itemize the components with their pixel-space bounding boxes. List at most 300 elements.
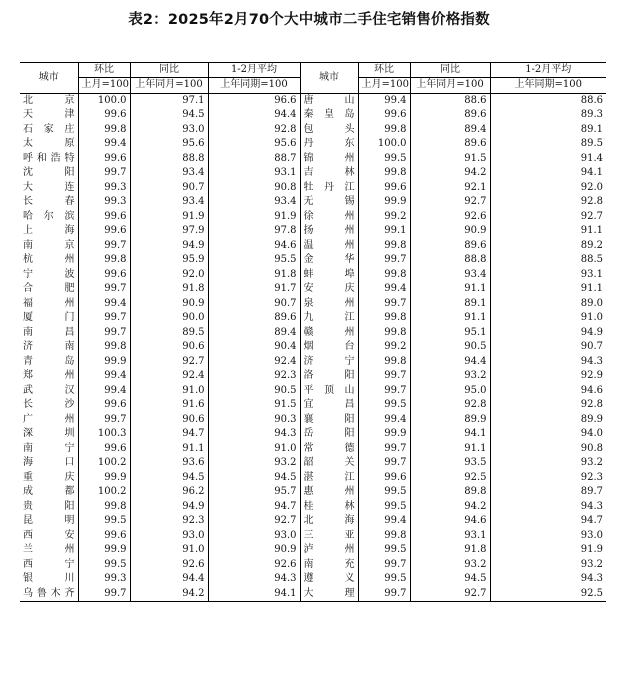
avg-left-cell: 93.4	[208, 195, 300, 210]
city-right-cell: 温 州	[300, 239, 358, 254]
mom-left-cell: 99.8	[78, 253, 130, 268]
mom-right-cell: 99.5	[358, 500, 410, 515]
city-left-cell: 贵 阳	[23, 500, 75, 512]
table-row	[20, 253, 606, 268]
avg-base-right: 上年同期=100	[490, 78, 606, 93]
yoy-right-cell: 94.1	[410, 427, 490, 442]
yoy-left-cell: 93.0	[130, 123, 208, 138]
yoy-right-cell: 93.2	[410, 558, 490, 573]
yoy-right-cell: 93.5	[410, 456, 490, 471]
avg-right-cell: 93.1	[490, 268, 606, 283]
avg-left-cell: 94.4	[208, 108, 300, 123]
city-left-cell: 南 昌	[23, 326, 75, 338]
table-row	[20, 543, 606, 558]
city-left-cell: 大 连	[23, 181, 75, 193]
yoy-right-cell: 89.6	[410, 137, 490, 152]
city-right-cell: 徐 州	[300, 210, 358, 225]
city-left-cell: 太 原	[23, 138, 75, 150]
yoy-left-cell: 92.0	[130, 268, 208, 283]
city-right-cell: 襄 阳	[300, 413, 358, 428]
city-right-cell: 安 庆	[300, 282, 358, 297]
mom-left-cell: 99.8	[78, 340, 130, 355]
city-right-cell: 金 华	[300, 253, 358, 268]
table-row	[20, 311, 606, 326]
city-left-cell: 西 安	[23, 529, 75, 541]
yoy-left-cell: 90.7	[130, 181, 208, 196]
avg-left-cell: 97.8	[208, 224, 300, 239]
mom-left-cell: 99.6	[78, 152, 130, 167]
table-row	[20, 123, 606, 138]
avg-left-cell: 91.5	[208, 398, 300, 413]
table-row	[20, 93, 606, 108]
yoy-left-cell: 91.0	[130, 384, 208, 399]
avg-left-cell: 92.6	[208, 558, 300, 573]
city-right-cell: 平顶山	[300, 384, 358, 399]
avg-right-cell: 92.3	[490, 471, 606, 486]
yoy-right-cell: 91.8	[410, 543, 490, 558]
mom-left-cell: 99.6	[78, 268, 130, 283]
city-right-cell: 岳 阳	[300, 427, 358, 442]
city-left-cell: 成 都	[23, 486, 75, 498]
city-left-cell: 呼和浩特	[23, 152, 75, 164]
yoy-left-cell: 91.1	[130, 442, 208, 457]
mom-right-cell: 99.9	[358, 195, 410, 210]
yoy-right-cell: 89.1	[410, 297, 490, 312]
mom-left-cell: 99.9	[78, 471, 130, 486]
avg-left-cell: 91.7	[208, 282, 300, 297]
avg-right-cell: 94.1	[490, 166, 606, 181]
yoy-right-cell: 90.9	[410, 224, 490, 239]
city-left-cell: 沈 阳	[23, 167, 75, 179]
city-left-cell: 广 州	[23, 413, 75, 425]
city-left-cell: 南 宁	[23, 442, 75, 454]
avg-left-cell: 92.7	[208, 514, 300, 529]
city-right-cell: 九 江	[300, 311, 358, 326]
avg-right-cell: 91.4	[490, 152, 606, 167]
mom-right-cell: 99.4	[358, 413, 410, 428]
yoy-left-cell: 93.0	[130, 529, 208, 544]
mom-left-cell: 99.4	[78, 137, 130, 152]
city-left-cell: 郑 州	[23, 370, 75, 382]
city-left-cell: 乌鲁木齐	[20, 587, 78, 602]
table-row	[20, 442, 606, 457]
city-right-cell: 遵 义	[300, 572, 358, 587]
table-row	[20, 108, 606, 123]
yoy-right-cell: 92.5	[410, 471, 490, 486]
yoy-left-cell: 89.5	[130, 326, 208, 341]
city-left-cell: 南 京	[23, 239, 75, 251]
avg-right-cell: 88.5	[490, 253, 606, 268]
table-row	[20, 137, 606, 152]
avg-right-cell: 92.7	[490, 210, 606, 225]
avg-right-cell: 94.6	[490, 384, 606, 399]
mom-left-cell: 100.2	[78, 456, 130, 471]
avg-right-cell: 90.7	[490, 340, 606, 355]
city-right-cell: 扬 州	[300, 224, 358, 239]
yoy-left-cell: 90.6	[130, 340, 208, 355]
city-right-cell: 吉 林	[300, 166, 358, 181]
yoy-left-cell: 91.8	[130, 282, 208, 297]
mom-left-cell: 99.9	[78, 355, 130, 370]
avg-right-cell: 89.7	[490, 485, 606, 500]
city-right-cell: 惠 州	[300, 485, 358, 500]
yoy-right-cell: 89.8	[410, 485, 490, 500]
yoy-right-cell: 94.5	[410, 572, 490, 587]
mom-left-cell: 99.6	[78, 108, 130, 123]
yoy-left-cell: 94.5	[130, 108, 208, 123]
yoy-left-cell: 95.9	[130, 253, 208, 268]
mom-left-cell: 99.6	[78, 529, 130, 544]
avg-right-cell: 89.1	[490, 123, 606, 138]
yoy-left-cell: 92.4	[130, 369, 208, 384]
avg-right-cell: 91.9	[490, 543, 606, 558]
city-left-cell: 兰 州	[23, 544, 75, 556]
city-left-cell: 青 岛	[23, 355, 75, 367]
avg-left-cell: 94.6	[208, 239, 300, 254]
avg-left-cell: 90.8	[208, 181, 300, 196]
table-row	[20, 282, 606, 297]
avg-base-left: 上年同期=100	[208, 78, 300, 93]
avg-left-cell: 90.3	[208, 413, 300, 428]
mom-right-cell: 99.5	[358, 485, 410, 500]
yoy-right-cell: 95.0	[410, 384, 490, 399]
mom-right-cell: 99.4	[358, 93, 410, 108]
table-row	[20, 326, 606, 341]
table-row	[20, 398, 606, 413]
city-right-cell: 包 头	[300, 123, 358, 138]
mom-right-cell: 99.4	[358, 514, 410, 529]
mom-base-right: 上月=100	[358, 78, 410, 93]
city-right-cell: 三 亚	[300, 529, 358, 544]
mom-right-cell: 99.7	[358, 587, 410, 602]
avg-left-cell: 94.3	[208, 572, 300, 587]
city-left-cell: 天 津	[23, 109, 75, 121]
yoy-left-cell: 90.0	[130, 311, 208, 326]
mom-right-cell: 99.8	[358, 123, 410, 138]
mom-left-cell: 99.5	[78, 514, 130, 529]
mom-right-cell: 99.2	[358, 340, 410, 355]
avg-right-cell: 90.8	[490, 442, 606, 457]
yoy-right-cell: 90.5	[410, 340, 490, 355]
mom-left-cell: 99.7	[78, 239, 130, 254]
city-right-cell: 锦 州	[300, 152, 358, 167]
avg-left-cell: 90.5	[208, 384, 300, 399]
mom-right-cell: 99.9	[358, 427, 410, 442]
yoy-left-cell: 93.6	[130, 456, 208, 471]
yoy-header-left: 同比	[130, 63, 208, 78]
yoy-left-cell: 90.6	[130, 413, 208, 428]
table-row	[20, 166, 606, 181]
mom-right-cell: 99.8	[358, 268, 410, 283]
mom-left-cell: 99.6	[78, 442, 130, 457]
avg-right-cell: 92.5	[490, 587, 606, 602]
city-left-cell: 昆 明	[23, 515, 75, 527]
mom-left-cell: 99.8	[78, 500, 130, 515]
avg-left-cell: 92.4	[208, 355, 300, 370]
yoy-base-right: 上年同月=100	[410, 78, 490, 93]
city-right-cell: 赣 州	[300, 326, 358, 341]
city-right-cell: 南 充	[300, 558, 358, 573]
avg-left-cell: 91.0	[208, 442, 300, 457]
table-row	[20, 369, 606, 384]
yoy-left-cell: 95.6	[130, 137, 208, 152]
mom-left-cell: 100.3	[78, 427, 130, 442]
mom-left-cell: 99.8	[78, 123, 130, 138]
yoy-right-cell: 91.1	[410, 311, 490, 326]
mom-header-left: 环比	[78, 63, 130, 78]
city-left-cell: 杭 州	[23, 254, 75, 266]
avg-right-cell: 93.0	[490, 529, 606, 544]
avg-left-cell: 90.4	[208, 340, 300, 355]
avg-right-cell: 89.5	[490, 137, 606, 152]
city-right-cell: 北 海	[300, 514, 358, 529]
avg-header-left: 1-2月平均	[208, 63, 300, 78]
yoy-right-cell: 89.9	[410, 413, 490, 428]
yoy-right-cell: 94.2	[410, 500, 490, 515]
mom-right-cell: 99.7	[358, 384, 410, 399]
avg-right-cell: 94.9	[490, 326, 606, 341]
avg-right-cell: 92.8	[490, 195, 606, 210]
avg-left-cell: 94.5	[208, 471, 300, 486]
table-row	[20, 514, 606, 529]
yoy-left-cell: 92.7	[130, 355, 208, 370]
avg-right-cell: 94.3	[490, 572, 606, 587]
mom-right-cell: 99.2	[358, 210, 410, 225]
city-left-cell: 合 肥	[23, 283, 75, 295]
mom-left-cell: 99.6	[78, 398, 130, 413]
table-row	[20, 413, 606, 428]
avg-right-cell: 93.2	[490, 456, 606, 471]
yoy-right-cell: 92.6	[410, 210, 490, 225]
mom-right-cell: 99.7	[358, 456, 410, 471]
city-right-cell: 无 锡	[300, 195, 358, 210]
city-right-cell: 丹 东	[300, 137, 358, 152]
city-left-cell: 厦 门	[23, 312, 75, 324]
yoy-base-left: 上年同月=100	[130, 78, 208, 93]
yoy-left-cell: 91.6	[130, 398, 208, 413]
city-left-cell: 深 圳	[23, 428, 75, 440]
city-right-cell: 洛 阳	[300, 369, 358, 384]
avg-right-cell: 92.9	[490, 369, 606, 384]
mom-right-cell: 99.5	[358, 572, 410, 587]
avg-left-cell: 90.9	[208, 543, 300, 558]
mom-right-cell: 99.7	[358, 297, 410, 312]
mom-right-cell: 99.5	[358, 152, 410, 167]
mom-header-right: 环比	[358, 63, 410, 78]
table-row	[20, 340, 606, 355]
avg-left-cell: 88.7	[208, 152, 300, 167]
mom-left-cell: 99.6	[78, 210, 130, 225]
yoy-right-cell: 91.5	[410, 152, 490, 167]
yoy-left-cell: 93.4	[130, 166, 208, 181]
yoy-left-cell: 94.2	[130, 587, 208, 602]
yoy-left-cell: 90.9	[130, 297, 208, 312]
yoy-right-cell: 92.7	[410, 195, 490, 210]
mom-right-cell: 99.5	[358, 543, 410, 558]
city-left-cell: 银 川	[23, 573, 75, 585]
avg-left-cell: 92.3	[208, 369, 300, 384]
price-index-table	[20, 62, 606, 602]
yoy-right-cell: 92.1	[410, 181, 490, 196]
table-row	[20, 239, 606, 254]
avg-right-cell: 88.6	[490, 93, 606, 108]
table-row	[20, 471, 606, 486]
city-left-cell: 长 春	[23, 196, 75, 208]
mom-right-cell: 100.0	[358, 137, 410, 152]
table-row	[20, 485, 606, 500]
mom-right-cell: 99.8	[358, 239, 410, 254]
mom-left-cell: 99.4	[78, 384, 130, 399]
city-right-cell: 烟 台	[300, 340, 358, 355]
avg-left-cell: 95.5	[208, 253, 300, 268]
yoy-left-cell: 92.3	[130, 514, 208, 529]
avg-left-cell: 93.1	[208, 166, 300, 181]
yoy-right-cell: 94.4	[410, 355, 490, 370]
yoy-right-cell: 88.6	[410, 93, 490, 108]
mom-right-cell: 99.7	[358, 369, 410, 384]
table-row	[20, 181, 606, 196]
avg-right-cell: 92.0	[490, 181, 606, 196]
mom-right-cell: 99.6	[358, 181, 410, 196]
avg-right-cell: 94.7	[490, 514, 606, 529]
mom-left-cell: 99.9	[78, 543, 130, 558]
city-left-cell: 宁 波	[23, 268, 75, 280]
city-header-right: 城市	[300, 63, 358, 94]
avg-left-cell: 95.7	[208, 485, 300, 500]
yoy-right-cell: 94.2	[410, 166, 490, 181]
city-right-cell: 常 德	[300, 442, 358, 457]
city-left-cell: 哈尔滨	[23, 210, 75, 222]
mom-right-cell: 99.1	[358, 224, 410, 239]
yoy-left-cell: 97.1	[130, 93, 208, 108]
avg-right-cell: 92.8	[490, 398, 606, 413]
mom-left-cell: 99.7	[78, 587, 130, 602]
table-row	[20, 427, 606, 442]
mom-right-cell: 99.8	[358, 166, 410, 181]
avg-left-cell: 91.8	[208, 268, 300, 283]
table-row	[20, 195, 606, 210]
table-row	[20, 529, 606, 544]
city-right-cell: 牡丹江	[300, 181, 358, 196]
avg-right-cell: 91.0	[490, 311, 606, 326]
avg-right-cell: 94.3	[490, 355, 606, 370]
yoy-header-right: 同比	[410, 63, 490, 78]
mom-right-cell: 99.4	[358, 282, 410, 297]
mom-left-cell: 99.5	[78, 558, 130, 573]
avg-left-cell: 90.7	[208, 297, 300, 312]
table-row	[20, 152, 606, 167]
mom-left-cell: 100.0	[78, 93, 130, 108]
avg-right-cell: 94.0	[490, 427, 606, 442]
mom-right-cell: 99.8	[358, 311, 410, 326]
yoy-left-cell: 92.6	[130, 558, 208, 573]
avg-left-cell: 91.9	[208, 210, 300, 225]
mom-left-cell: 99.3	[78, 181, 130, 196]
yoy-right-cell: 92.7	[410, 587, 490, 602]
city-left-cell: 海 口	[23, 457, 75, 469]
mom-right-cell: 99.8	[358, 326, 410, 341]
mom-right-cell: 99.7	[358, 558, 410, 573]
table-row	[20, 384, 606, 399]
city-left-cell: 长 沙	[23, 399, 75, 411]
yoy-left-cell: 88.8	[130, 152, 208, 167]
avg-left-cell: 95.6	[208, 137, 300, 152]
yoy-left-cell: 94.9	[130, 239, 208, 254]
avg-right-cell: 89.3	[490, 108, 606, 123]
mom-left-cell: 99.7	[78, 311, 130, 326]
table-row	[20, 224, 606, 239]
city-left-cell: 福 州	[23, 297, 75, 309]
yoy-right-cell: 93.1	[410, 529, 490, 544]
table-row	[20, 558, 606, 573]
avg-right-cell: 94.3	[490, 500, 606, 515]
city-right-cell: 唐 山	[300, 93, 358, 108]
mom-left-cell: 99.4	[78, 369, 130, 384]
table-row	[20, 210, 606, 225]
mom-left-cell: 99.7	[78, 326, 130, 341]
yoy-left-cell: 97.9	[130, 224, 208, 239]
city-right-cell: 韶 关	[300, 456, 358, 471]
table-row	[20, 456, 606, 471]
table-row	[20, 355, 606, 370]
yoy-left-cell: 94.4	[130, 572, 208, 587]
avg-left-cell: 94.7	[208, 500, 300, 515]
city-right-cell: 济 宁	[300, 355, 358, 370]
yoy-left-cell: 91.0	[130, 543, 208, 558]
mom-right-cell: 99.8	[358, 529, 410, 544]
yoy-left-cell: 93.4	[130, 195, 208, 210]
avg-header-right: 1-2月平均	[490, 63, 606, 78]
avg-left-cell: 89.4	[208, 326, 300, 341]
avg-right-cell: 91.1	[490, 282, 606, 297]
mom-base-left: 上月=100	[78, 78, 130, 93]
avg-left-cell: 94.1	[208, 587, 300, 602]
mom-right-cell: 99.7	[358, 442, 410, 457]
avg-left-cell: 96.6	[208, 93, 300, 108]
yoy-right-cell: 93.4	[410, 268, 490, 283]
city-right-cell: 湛 江	[300, 471, 358, 486]
avg-left-cell: 93.0	[208, 529, 300, 544]
table-row	[20, 587, 606, 602]
yoy-left-cell: 94.5	[130, 471, 208, 486]
yoy-right-cell: 91.1	[410, 282, 490, 297]
city-right-cell: 桂 林	[300, 500, 358, 515]
table-row	[20, 297, 606, 312]
yoy-right-cell: 95.1	[410, 326, 490, 341]
avg-left-cell: 92.8	[208, 123, 300, 138]
yoy-right-cell: 92.8	[410, 398, 490, 413]
mom-left-cell: 99.3	[78, 572, 130, 587]
avg-right-cell: 91.1	[490, 224, 606, 239]
city-left-cell: 武 汉	[23, 384, 75, 396]
table-title: 表2：2025年2月70个大中城市二手住宅销售价格指数	[128, 12, 490, 28]
city-right-cell: 泉 州	[300, 297, 358, 312]
city-right-cell: 泸 州	[300, 543, 358, 558]
mom-left-cell: 99.4	[78, 297, 130, 312]
table-row	[20, 572, 606, 587]
avg-left-cell: 94.3	[208, 427, 300, 442]
city-left-cell: 北 京	[23, 94, 75, 106]
yoy-left-cell: 91.9	[130, 210, 208, 225]
yoy-right-cell: 89.6	[410, 108, 490, 123]
mom-left-cell: 99.7	[78, 282, 130, 297]
city-left-cell: 西 宁	[23, 558, 75, 570]
avg-left-cell: 93.2	[208, 456, 300, 471]
mom-left-cell: 100.2	[78, 485, 130, 500]
city-right-cell: 宜 昌	[300, 398, 358, 413]
yoy-right-cell: 89.4	[410, 123, 490, 138]
city-left-cell: 济 南	[23, 341, 75, 353]
